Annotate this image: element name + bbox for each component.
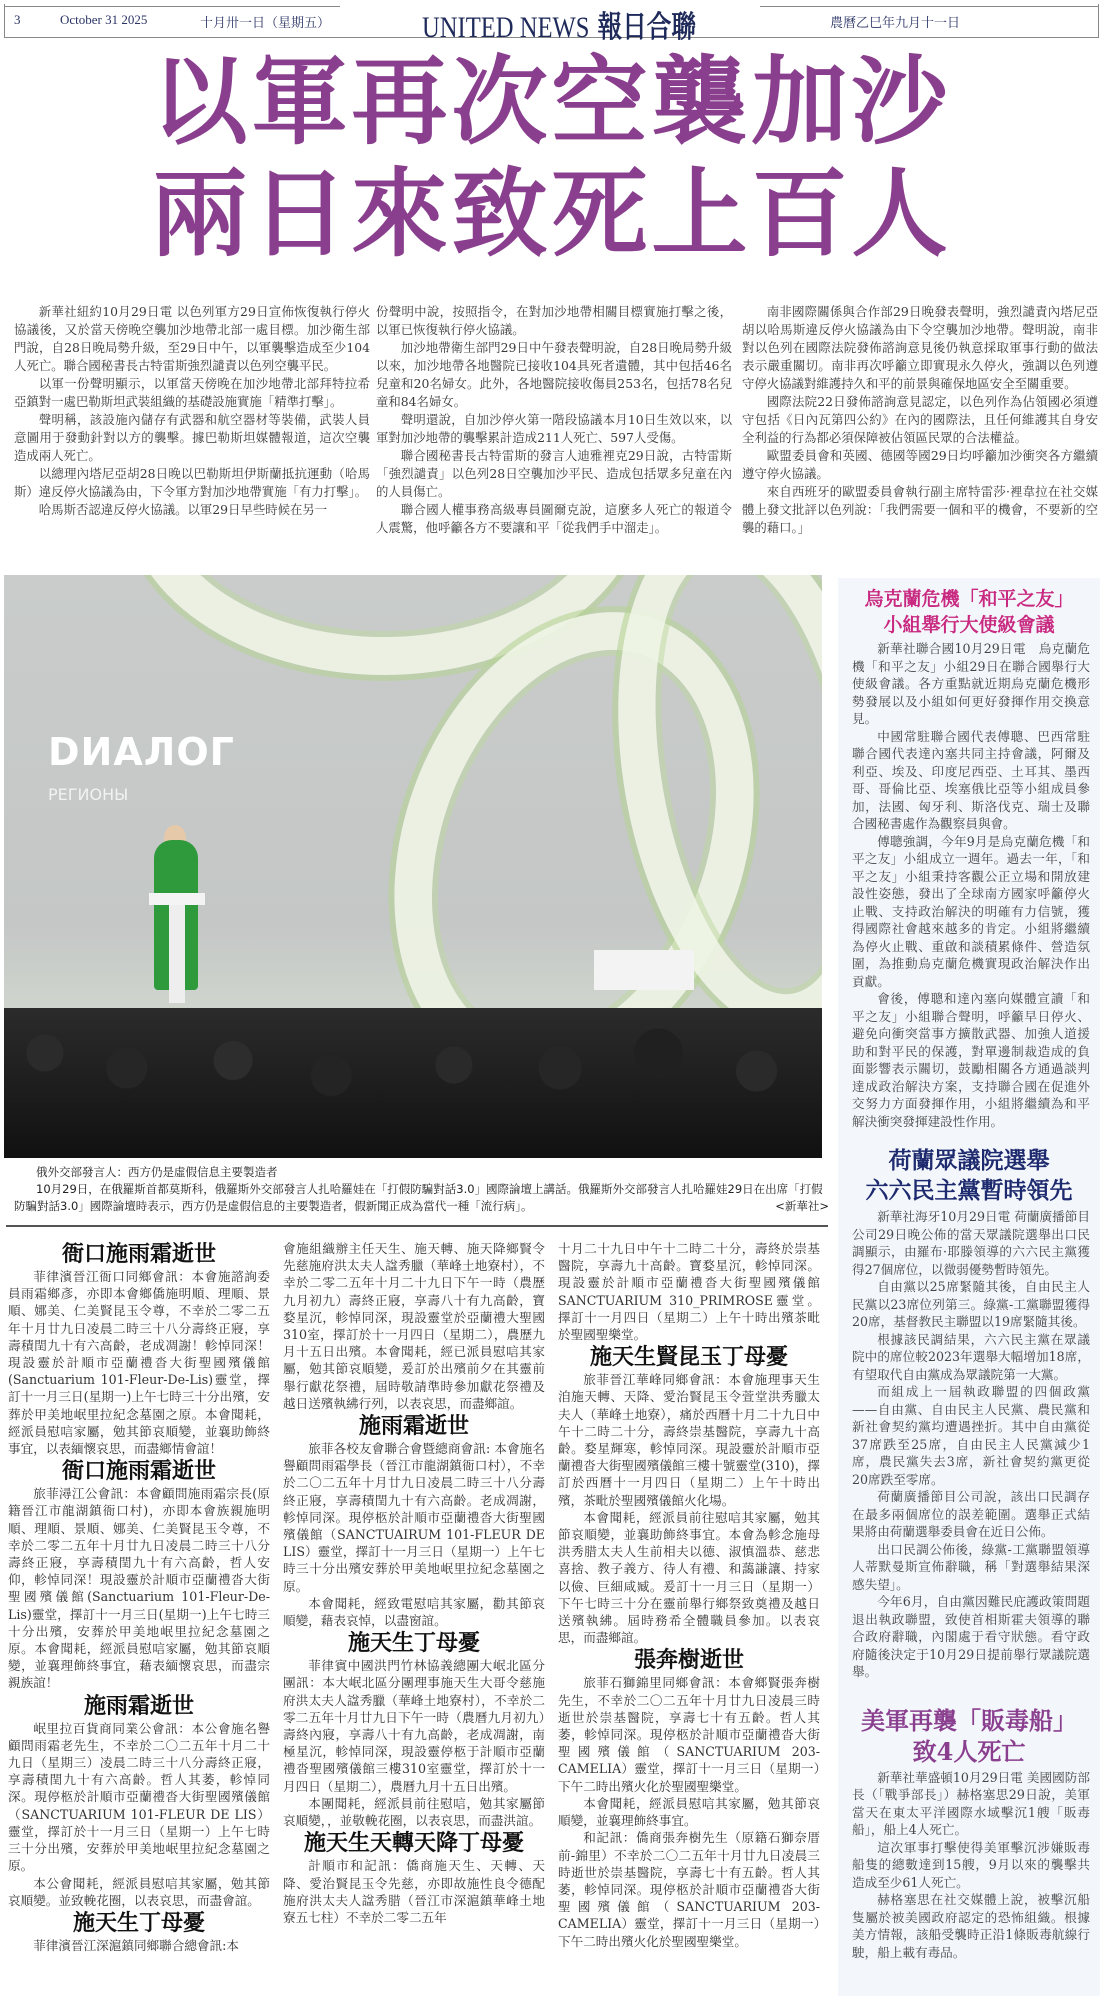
caption-source: <新華社> (775, 1199, 829, 1213)
paragraph: 國際法院22日發佈諮詢意見認定，以色列作為佔領國必須遵守包括《日內瓦第四公約》在內的國際法，且任何維護其自身安全利益的行為都必須保障被佔領區民眾的合法權益。 (742, 394, 1098, 445)
obituary-title: 衙口施雨霜逝世 (61, 1241, 216, 1267)
caption-text: 10月29日，在俄羅斯首都莫斯科，俄羅斯外交部發言人扎哈羅娃在「打假防騙對話3.0」國際論壇上講話。俄羅斯外交部發言人扎哈羅娃29日在出席「打假防騙對話3.0」國際論壇時表示，西方仍是虛假信息的主要製造者，假新聞正成為當代一種「流行病」。 (14, 1182, 823, 1213)
paragraph: 今年6月，自由黨因難民庇護政策問題退出執政聯盟，致使首相斯霍夫領導的聯合政府辭職，內閣處于看守狀態。看守政府隨後決定于10月29日提前舉行眾議院選舉。 (852, 1594, 1090, 1679)
obituary-text: 旅菲石獅錦里同鄉會訊：本會鄉賢張奔樹先生，不幸於二〇二五年十月廿九日凌晨三時逝世於崇基醫院，享壽七十有五齡。哲人其萎，軫悼同深。現停柩於計順市亞蘭禮沓大街聖國殯儀館（SANCTUARIUM 203-CAMELIA）靈堂，擇訂十一月三日（星期一）下午二時出殯火化於聖國聖樂堂。 (558, 1675, 820, 1794)
obituary-text: 本會聞耗，經派員慰唁其家屬，勉其節哀順變，並襄理飾終事宜。 (558, 1795, 820, 1829)
obituary-column-2 (283, 1240, 545, 2000)
paragraph: 份聲明中說，按照指令，在對加沙地帶相關目標實施打擊之後，以軍已恢復執行停火協議。 (376, 304, 732, 337)
paragraph: 中國常駐聯合國代表傅聰、巴西常駐聯合國代表達內塞共同主持會議，阿爾及利亞、埃及、印度尼西亞、土耳其、墨西哥、哥倫比亞、埃塞俄比亞等小組成員參加，法國、匈牙利、斯洛伐克、瑞士及聯合國秘書處作為觀察員與會。 (852, 728, 1090, 831)
section-divider (6, 1225, 828, 1227)
sidebar-news (838, 578, 1100, 1996)
paragraph: 赫格塞思在社交媒體上說，被擊沉船隻屬於被美國政府認定的恐怖組織。根據美方情報，該船受襲時正沿1條販毒航線行駛，船上載有毒品。 (852, 1892, 1090, 1960)
obituary-text: 本團聞耗，經派員前往慰唁，勉其家屬節哀順變，，並敬輓花圈，以表哀思，而盡洪誼。 (283, 1795, 545, 1829)
paragraph: 聯合國秘書長古特雷斯的發言人迪雅裡克29日說，古特雷斯「強烈譴責」以色列28日空襲加沙平民、造成包括眾多兒童在內的人員傷亡。 (376, 448, 732, 499)
sidebar-story-3-headline (838, 1705, 1100, 1767)
obituary-title: 施雨霜逝世 (358, 1413, 469, 1440)
paragraph: 南非國際關係與合作部29日晚發表聲明，強烈譴責內塔尼亞胡以哈馬斯違反停火協議為由下令空襲加沙地帶。聲明說，南非對以色列在國際法院發佈諮詢意見後仍執意採取軍事行動的做法表示嚴重關切。南非再次呼籲立即實現永久停火，強調以色列遵守停火協議對維護持久和平的前景與確保地區安全至關重要。 (742, 304, 1098, 391)
obituary-text: 岷里拉百貨商同業公會訊：本公會施名譽顧問雨霜老先生，不幸於二〇二五年十月二十九日（星期三）凌晨二時三十八分壽終正寢，享壽積閏九十有六高齡。哲人其萎，軫悼同深。現停柩於計順市亞蘭禮沓大街聖國殯儀館（SANCTUARIUM 101-FLEUR DE LIS）靈堂，擇訂於十一月三日（星期一）上午七時三十分出殯，安葬於甲美地岷里拉紀念墓園之原。 (8, 1720, 270, 1874)
stage-logo-subtitle: РЕГИОНЫ (48, 785, 129, 804)
obituary-column-1 (8, 1240, 270, 2000)
masthead (0, 0, 1103, 44)
obituary-text: 會施組織辦主任天生、施天轉、施天降鄉賢令先慈施府洪太夫人諡秀臘（華峰土地寮村），不幸於二零二五年十月二十九日下午一時（農歷九月初九）壽終正寢，享壽八十有九高齡，寶婺星沉，軫悼同深，現設靈堂於亞蘭禮大聖國310室，擇訂於十一月四日（星期二），農歷九月十五日出殯。本會聞耗，經已派員慰唁其家屬，勉其節哀順變，爰訂於出殯前夕在其靈前舉行獻花祭禮，屆時敬請準時參加獻花祭禮及越日送殯執紼行列，以表哀思，而盡鄉誼。 (283, 1241, 545, 1411)
paragraph: 新華社紐約10月29日電 以色列軍方29日宣佈恢復執行停火協議後，又於當天傍晚空襲加沙地帶北部一處目標。加沙衛生部門說，自28日晚局勢升級，至29日中午，以軍襲擊造成至少104人死亡。聯合國秘書長古特雷斯強烈譴責以色列空襲平民。 (14, 304, 370, 373)
page-number: 3 (14, 12, 21, 27)
paragraph: 加沙地帶衛生部門29日中午發表聲明說，自28日晚局勢升級以來，加沙地帶各地醫院已接收104具死者遺體，其中包括46名兒童和20名婦女。此外，各地醫院接收傷員253名，包括78名兒童和84名婦女。 (376, 340, 732, 409)
sidebar-story-3-body (838, 1767, 1100, 1962)
obituary-text: 本公會聞耗，經派員慰唁其家屬，勉其節哀順變。並致輓花圈，以表哀思，而盡會誼。 (8, 1875, 270, 1908)
obituary-title: 張奔樹逝世 (633, 1647, 744, 1674)
newspaper-title-english: UNITED NEWS (422, 11, 590, 44)
obituary-title: 衙口施雨霜逝世 (61, 1458, 216, 1485)
headline-line: 致4人死亡 (912, 1736, 1026, 1766)
obituary-text: 計順市和記訊：僑商施天生、天轉、天降、愛治賢昆玉令先慈，亦即故施性良令德配施府洪太夫人諡秀腊（晉江市深滬鎮華峰土地寮五七柱）不幸於二零二五年 (283, 1858, 545, 1925)
main-story-column-1 (14, 303, 370, 558)
paragraph: 荷蘭廣播節目公司說，該出口民調存在最多兩個席位的誤差範圍。選舉正式結果將由荷蘭選舉委員會在近日公佈。 (852, 1489, 1090, 1539)
obituary-text: 菲律濱晉江衙口同鄉會訊：本會施諮詢委員雨霜鄉彥，亦即本會鄉僑施明順、理順、景順、娜美、仁美賢昆玉令尊，不幸於二零二五年十月廿九日凌晨二時三十八分壽終正寢，享壽積閏九十有六高齡，老成凋謝！軫悼同深！現設靈於計順市亞蘭禮沓大街聖國殯儀館(Sanctuarium 101-Fleur-De-Lis)靈堂，擇訂十一月三日(星期一)上午七時三十分出殯，安葬於甲美地岷里拉紀念墓園之原。本會聞耗，經派員慰唁家屬，勉其節哀順變，並襄助飾終事宜，以表緬懷哀思，而盡鄉情會誼！ (8, 1269, 270, 1457)
paragraph: 新華社華盛頓10月29日電 美國國防部長（「戰爭部長」）赫格塞思29日說，美軍當天在東太平洋國際水域擊沉1艘「販毒船」，船上4人死亡。 (852, 1769, 1090, 1837)
date-chinese: 十月卅一日（星期五） (200, 15, 331, 30)
masthead-rule-right (760, 6, 1099, 7)
headline-line: 烏克蘭危機「和平之友」 (864, 588, 1074, 610)
obituary-text: 旅菲晉江華峰同鄉會訊：本會施理事天生洎施天轉、天降、愛治賢昆玉令萱堂洪秀臘太夫人（華峰土地寮），痛於西曆十月二十九日中午十二時二十分，壽終崇基醫院，享壽九十高齡。婺星輝寒，軫悼同深。現設靈於計順市亞蘭禮沓大街聖國殯儀館三樓十號靈堂(310)，擇訂於西曆十一月四日（星期二）上午十時出殯，茶毗於聖國殯儀館火化場。 (558, 1372, 820, 1508)
obituary-title: 施天生賢昆玉丁母憂 (589, 1344, 788, 1371)
caption-title: 俄外交部發言人：西方仍是虛假信息主要製造者 (36, 1165, 278, 1179)
paragraph: 會後，傅聰和達內塞向媒體宣讀「和平之友」小組聯合聲明，呼籲早日停火、避免向衝突當事方擴散武器、加強人道援助和對平民的保護，對單邊制裁造成的負面影響表示關切，鼓勵相關各方通過談判達成政治解決方案，支持聯合國在促進外交努力方面發揮作用，小組將繼續為和平解決衝突發揮建設性作用。 (852, 991, 1090, 1129)
headline-line: 小組舉行大使級會議 (883, 614, 1055, 636)
obituary-text: 本會聞耗，經派員前往慰唁其家屬，勉其節哀順變，並襄助飾終事宜。本會為軫念施母洪秀腊太夫人生前相夫以德、淑慎溫恭、慈悲喜捨、教子義方、待人有禮、和藹謙讓、持家以儉、巨細咸臧。爰訂十一月三日（星期一）下午七時三十分在靈前舉行鄉祭致奠禮及越日送殯執紼。屆時務希全體職員參加。以表哀思，而盡鄉誼。 (558, 1509, 820, 1646)
obituary-text: 菲律濱晉江深滬鎮同鄉聯合總會訊:本 (33, 1937, 239, 1953)
sidebar-story-2-body (838, 1206, 1100, 1681)
paragraph: 聲明稱，該設施內儲存有武器和航空器材等裝備，武裝人員意圖用于發動針對以方的襲擊。據巴勒斯坦媒體報道，這次空襲造成兩人死亡。 (14, 412, 370, 463)
paragraph: 傅聰強調，今年9月是烏克蘭危機「和平之友」小組成立一週年。過去一年，「和平之友」小組秉持客觀公正立場和開放建設性姿態，發出了全球南方國家呼籲停火止戰、支持政治解決的明確有力信號，獲得國際社會越來越多的肯定。小組將繼續為停火止戰、重啟和談積累條件、營造氛圍，為推動烏克蘭危機實現政治解決作出貢獻。 (852, 833, 1090, 989)
news-photo (4, 575, 822, 1158)
obituary-text: 十月二十九日中午十二時二十分，壽終於崇基醫院，享壽九十高齡。寶婺星沉，軫悼同深。現設靈於計順市亞蘭禮沓大街聖國殯儀館SANCTUARIUM 310_PRIMROSE靈堂。擇訂十一月四日（星期二）上午十時出殯茶毗於聖國聖樂堂。 (558, 1241, 820, 1343)
paragraph: 而組成上一屆執政聯盟的四個政黨——自由黨、自由民主人民黨、農民黨和新社會契約黨均遭遇挫折。其中自由黨從37席跌至25席，自由民主人民黨減少1席，農民黨失去3席，新社會契約黨更從20席跌至零席。 (852, 1384, 1090, 1487)
stage-logo: DИAЛOГ (48, 730, 235, 774)
paragraph: 新華社聯合國10月29日電 烏克蘭危機「和平之友」小組29日在聯合國舉行大使級會議。各方重點就近期烏克蘭危機形勢發展以及小組如何更好發揮作用交換意見。 (852, 641, 1090, 726)
obituary-column-3 (558, 1240, 820, 2000)
obituary-title: 施天生丁母憂 (72, 1909, 205, 1936)
paragraph: 出口民調公佈後，綠黨-工黨聯盟領導人蒂默曼斯宣佈辭職，稱「對選舉結果深感失望」。 (852, 1541, 1090, 1592)
paragraph: 聲明還說，自加沙停火第一階段協議本月10日生效以來，以軍對加沙地帶的襲擊累計造成211人死亡、597人受傷。 (376, 412, 732, 445)
paragraph: 新華社海牙10月29日電 荷蘭廣播節目公司29日晚公佈的當天眾議院選舉出口民調顯示，由羅布·耶滕領導的六六民主黨獲得27個席位，以微弱優勢暫時領先。 (852, 1209, 1090, 1277)
photo-caption (14, 1164, 829, 1215)
sidebar-story-1-headline (838, 586, 1100, 638)
obituary-title: 施雨霜逝世 (83, 1692, 194, 1719)
paragraph: 這次軍事打擊使得美軍擊沉涉嫌販毒船隻的總數達到15艘，9月以來的襲擊共造成至少61人死亡。 (852, 1839, 1090, 1890)
obituary-title: 施天生丁母憂 (347, 1630, 480, 1657)
sidebar-story-1-body (838, 638, 1100, 1130)
paragraph: 歐盟委員會和英國、德國等國29日均呼籲加沙衝突各方繼續遵守停火協議。 (742, 448, 1098, 481)
main-headline-line-2: 兩日來致死上百人 (151, 157, 952, 270)
caption-body (14, 1181, 829, 1215)
obituary-text: 本會聞耗，經致電慰唁其家屬，勸其節哀順變，藉表哀悼，以盡窗誼。 (283, 1595, 545, 1629)
headline-line: 美軍再襲「販毒船」 (861, 1705, 1077, 1735)
headline-line: 荷蘭眾議院選舉 (888, 1147, 1050, 1174)
paragraph: 以軍一份聲明顯示，以軍當天傍晚在加沙地帶北部拜特拉希亞鎮對一處巴勒斯坦武裝組織的基礎設施實施「精準打擊」。 (14, 376, 370, 409)
main-headline-line-1: 以軍再次空襲加沙 (151, 45, 952, 158)
paragraph: 來自西班牙的歐盟委員會執行副主席特雷莎·裡韋拉在社交媒體上發文批評以色列說：「我們需要一個和平的機會，不要新的空襲的藉口。」 (742, 484, 1098, 535)
main-story-column-3 (742, 303, 1098, 558)
paragraph: 聯合國人權事務高級專員圖爾克說，這麼多人死亡的報道令人震驚，他呼籲各方不要讓和平「從我們手中溜走」。 (376, 502, 732, 535)
paragraph: 自由黨以25席緊隨其後，自由民主人民黨以23席位列第三。綠黨-工黨聯盟獲得20席，基督教民主聯盟以19席緊隨其後。 (852, 1279, 1090, 1329)
paragraph: 哈馬斯否認違反停火協議。以軍29日早些時候在另一 (38, 502, 328, 517)
stage-sofa (594, 950, 694, 990)
obituary-text: 和記訊：僑商張奔樹先生（原籍石獅奈厝前-錦里）不幸於二〇二五年十月廿九日凌晨三時逝世於崇基醫院，享壽七十有五齡。哲人其萎，軫悼同深。現停柩於計順市亞蘭禮沓大街聖國殯儀館（SANCTUARIUM 203-CAMELIA）靈堂，擇訂十一月三日（星期一）下午二時出殯火化於聖國聖樂堂。 (558, 1830, 820, 1949)
obituary-text: 旅菲潯江公會訊：本會顧問施雨霜宗長(原籍晉江市龍湖鎮衙口村)，亦即本會族親施明順、理順、景順、娜美、仁美賢昆玉令尊，不幸於二零二五年十月廿九日凌晨二時三十八分壽終正寢，享壽積閏九十有六高齡，哲人安仰，軫悼同深！現設靈於計順市亞蘭禮沓大街聖國殯儀館(Sanctuarium 101-Fleur-De-Lis)靈堂，擇訂十一月三日(星期一)上午七時三十分出殯，安葬於甲美地岷里拉紀念墓園之原。本會聞耗，經派員慰唁家屬，勉其節哀順變，並襄理飾終事宜，藉表緬懷哀思，而盡宗親族誼！ (8, 1486, 270, 1691)
sidebar-story-2-headline (838, 1146, 1100, 1206)
paragraph: 以總理內塔尼亞胡28日晚以巴勒斯坦伊斯蘭抵抗運動（哈馬斯）違反停火協議為由，下令軍方對加沙地帶實施「有力打擊」。 (14, 466, 370, 499)
obituary-text: 菲律賓中國洪門竹林協義總團大岷北區分團訊：本大岷北區分團理事施天生大哥令慈施府洪太夫人諡秀臘（華峰土地寮村），不幸於二零二五年十月廿九日下午一時（農曆九月初九）壽終內寢，享壽八十有九高齡，老成凋謝，南極星沉，軫悼同深，現設靈停柩于計順市亞蘭禮沓聖國殯儀館三樓310室靈堂，擇訂於十一月四日（星期二），農曆九月十五日出殯。 (283, 1658, 545, 1794)
newspaper-title (422, 2, 696, 46)
masthead-rule-left (4, 6, 340, 7)
lunar-date: 農曆乙巳年九月十一日 (830, 15, 961, 30)
obituary-title: 施天生天轉天降丁母憂 (303, 1830, 524, 1857)
newspaper-title-chinese: 報日合聯 (597, 11, 696, 44)
audience-silhouettes (4, 1008, 822, 1158)
obituary-text: 旅菲各校友會聯合會暨總商會訊: 本會施名譽顧問雨霜學長（晉江市龍湖鎮衙口村），不幸於二〇二五年十月廿九日凌晨二時三十八分壽終正寢，享壽積閏九十有六高齡。老成凋謝，軫悼同深。現停柩於計順市亞蘭禮沓大街聖國殯儀館（SANCTUAIRUM 101-FLEUR DE LIS）靈堂，擇訂十一月三日（星期一）上午七時三十分出殯安葬於甲美地岷里拉紀念墓園之原。 (283, 1441, 545, 1594)
podium (149, 893, 205, 1003)
date-english: October 31 2025 (60, 12, 148, 27)
headline-line: 六六民主黨暫時領先 (865, 1177, 1073, 1204)
paragraph: 根據該民調結果，六六民主黨在眾議院中的席位較2023年選舉大幅增加18席，有望取代自由黨成為眾議院第一大黨。 (852, 1331, 1090, 1382)
main-story-column-2 (376, 303, 732, 558)
